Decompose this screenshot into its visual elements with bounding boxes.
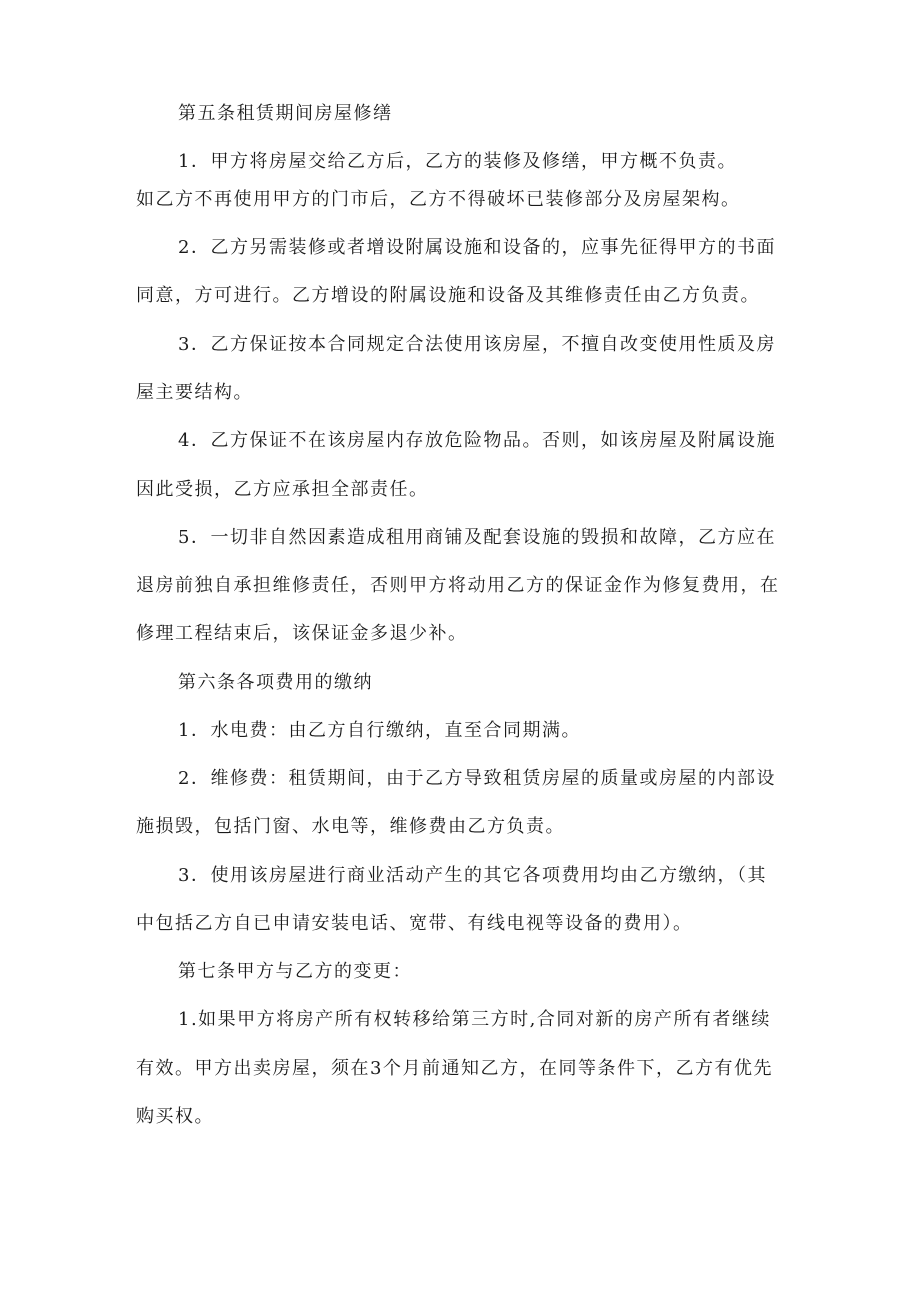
paragraph-line: 如乙方不再使用甲方的门市后，乙方不得破坏已装修部分及房屋架构。 xyxy=(136,189,741,210)
paragraph-line: 3．使用该房屋进行商业活动产生的其它各项费用均由乙方缴纳，（其 xyxy=(178,865,767,886)
paragraph-line: 屋主要结构。 xyxy=(136,382,253,403)
paragraph-line: 5．一切非自然因素造成租用商铺及配套设施的毁损和故障，乙方应在 xyxy=(178,527,776,548)
paragraph-line: 修理工程结束后，该保证金多退少补。 xyxy=(136,623,468,644)
paragraph-line: 2．维修费：租赁期间，由于乙方导致租赁房屋的质量或房屋的内部设 xyxy=(178,768,776,789)
paragraph-line: 退房前独自承担维修责任，否则甲方将动用乙方的保证金作为修复费用，在 xyxy=(136,575,780,596)
paragraph-line: 同意，方可进行。乙方增设的附属设施和设备及其维修责任由乙方负责。 xyxy=(136,285,760,306)
section-heading-article-6: 第六条各项费用的缴纳 xyxy=(178,672,373,693)
paragraph-line: 1．水电费：由乙方自行缴纳，直至合同期满。 xyxy=(178,720,581,741)
paragraph-line: 中包括乙方自已申请安装电话、宽带、有线电视等设备的费用）。 xyxy=(136,913,693,934)
paragraph-line: 因此受损，乙方应承担全部责任。 xyxy=(136,479,429,500)
paragraph-line: 3．乙方保证按本合同规定合法使用该房屋，不擅自改变使用性质及房 xyxy=(178,334,776,355)
section-heading-article-5: 第五条租赁期间房屋修缮 xyxy=(178,103,393,124)
paragraph-line: 2．乙方另需装修或者增设附属设施和设备的，应事先征得甲方的书面 xyxy=(178,237,776,258)
paragraph-line: 1.如果甲方将房产所有权转移给第三方时,合同对新的房产所有者继续 xyxy=(178,1009,771,1030)
paragraph-line: 有效。甲方出卖房屋，须在3个月前通知乙方，在同等条件下，乙方有优先 xyxy=(136,1058,773,1079)
paragraph-line: 施损毁，包括门窗、水电等，维修费由乙方负责。 xyxy=(136,816,565,837)
paragraph-line: 1．甲方将房屋交给乙方后，乙方的装修及修缮，甲方概不负责。 xyxy=(178,151,737,172)
paragraph-line: 购买权。 xyxy=(136,1106,214,1127)
paragraph-line: 4．乙方保证不在该房屋内存放危险物品。否则，如该房屋及附属设施 xyxy=(178,430,776,451)
section-heading-article-7: 第七条甲方与乙方的变更： xyxy=(178,961,412,982)
